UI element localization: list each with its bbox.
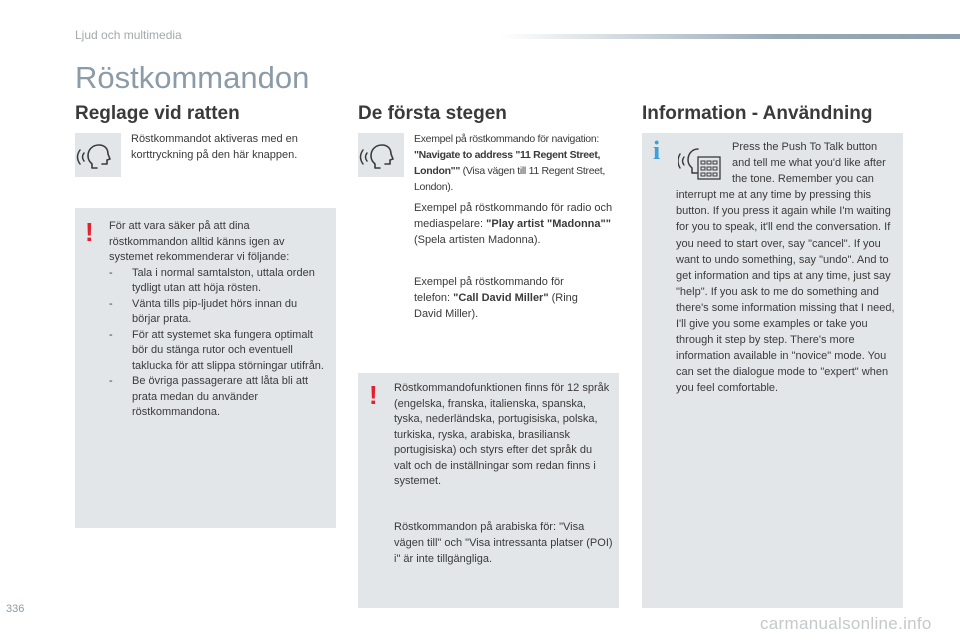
list-item-text: Vänta tills pip-ljudet hörs innan du börjar prata. <box>132 297 298 325</box>
voice-command-icon <box>75 133 121 177</box>
header-rule <box>500 34 960 39</box>
list-dash: - <box>109 266 113 279</box>
recommendations-intro: För att vara säker på att dina röstkommandon alltid känns igen av systemet rekommenderar vi följande: <box>109 220 290 263</box>
list-item <box>109 297 324 328</box>
arabic-limitations-text: Röstkommandon på arabiska för: "Visa vägen till" och "Visa intressanta platser (POI) i" är inte tillgängliga. <box>394 521 613 565</box>
list-item <box>109 374 324 421</box>
info-usage-body: Press the Push To Talk button and tell me what you'd like after the tone. Remember you can interrupt me at any time by pressing this button. If you press it again while I'm waiting for you to speak, it'll end the conversation. If you need to start over, say "cancel". If you want to undo something, say "undo". And to get information and tips at any time, just say "help". If you ask to me do something and there's some information missing that I need, I'll give you some examples or take you through it step by step. There's more information available in "novice" mode. You can set the dialogue mode to "expert" when you feel comfortable. <box>676 141 895 395</box>
info-usage-text <box>676 139 898 397</box>
list-dash: - <box>109 297 113 310</box>
section-header: Ljud och multimedia <box>75 28 182 42</box>
phone-command: "Call David Miller" <box>453 292 549 304</box>
warning-icon: ! <box>85 217 94 247</box>
phone-example-intro: Exempel på röstkommando för telefon: <box>414 276 564 304</box>
list-item <box>109 328 324 375</box>
list-item <box>109 266 324 297</box>
list-dash: - <box>109 375 113 387</box>
phone-example <box>414 274 594 322</box>
icon-spacer <box>676 139 732 187</box>
activation-description: Röstkommandot aktiveras med en korttryckning på den här knappen. <box>131 133 298 161</box>
warning-icon: ! <box>369 380 378 410</box>
languages-text: Röstkommandofunktionen finns för 12 språk (engelska, franska, italienska, spanska, tyska, nederländska, portugisiska, polska, turkiska, ryska, arabiska, brasiliansk portugisiska) och styrs efter det språk du valt och de inställningar som redan finns i systemet. <box>394 382 610 487</box>
heading-steering-controls: Reglage vid ratten <box>75 103 240 124</box>
page-title: Röstkommandon <box>75 60 310 95</box>
navigation-example-intro: Exempel på röstkommando för navigation: <box>414 133 599 145</box>
voice-command-icon <box>358 133 404 177</box>
heading-first-steps: De första stegen <box>358 103 507 124</box>
recommendations-text <box>109 219 324 421</box>
list-dash: - <box>109 328 113 341</box>
radio-example <box>414 200 619 248</box>
list-item-text: För att systemet ska fungera optimalt bör du stänga rutor och eventuell taklucka för att slippa störningar utifrån. <box>132 328 324 372</box>
watermark: carmanualsonline.info <box>760 614 932 633</box>
heading-information-usage: Information - Användning <box>642 103 873 124</box>
info-icon: i <box>653 136 661 165</box>
navigation-example <box>414 131 624 195</box>
radio-translation: (Spela artisten Madonna). <box>414 234 541 246</box>
navigation-translation: (Visa vägen till 11 Regent Street, London). <box>414 165 606 193</box>
phone-translation: (Ring David Miller). <box>414 292 578 320</box>
radio-example-intro: Exempel på röstkommando för radio och mediaspelare: <box>414 202 613 230</box>
radio-command: "Play artist "Madonna"" <box>486 218 611 230</box>
list-item-text: Tala i normal samtalston, uttala orden tydligt utan att höja rösten. <box>132 266 315 294</box>
list-item-text: Be övriga passagerare att låta bli att prata medan du använder röstkommandona. <box>132 375 309 418</box>
navigation-command: "Navigate to address "11 Regent Street, London"" <box>414 149 601 177</box>
page-number: 336 <box>6 603 25 615</box>
